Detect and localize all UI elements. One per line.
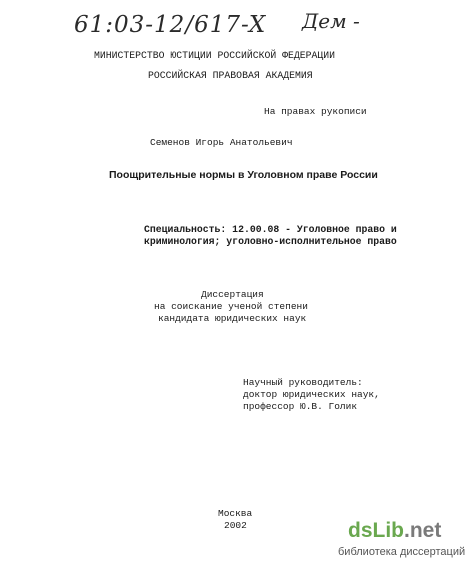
- specialty-line-2: криминология; уголовно-исполнительное право: [144, 236, 397, 247]
- dslib-logo[interactable]: [348, 520, 441, 542]
- handwritten-archive-number: 61:03-12/617-X: [74, 12, 267, 38]
- handwritten-signature: Дем -: [302, 9, 360, 33]
- supervisor-name: профессор Ю.В. Голик: [243, 401, 358, 412]
- dissertation-label: Диссертация: [201, 289, 264, 300]
- city: Москва: [218, 508, 253, 519]
- dissertation-title: Поощрительные нормы в Уголовном праве России: [109, 169, 378, 181]
- degree-name: кандидата юридических наук: [158, 313, 307, 324]
- author-name: Семенов Игорь Анатольевич: [150, 137, 293, 148]
- academy-name: РОССИЙСКАЯ ПРАВОВАЯ АКАДЕМИЯ: [148, 70, 313, 81]
- specialty-line-1: Специальность: 12.00.08 - Уголовное право и: [144, 224, 397, 235]
- watermark-tagline: библиотека диссертаций: [338, 546, 465, 558]
- ministry-name: МИНИСТЕРСТВО ЮСТИЦИИ РОССИЙСКОЙ ФЕДЕРАЦИИ: [94, 50, 336, 61]
- degree-line: на соискание ученой степени: [154, 301, 308, 312]
- logo-part-2: .net: [404, 519, 442, 542]
- year: 2002: [224, 520, 247, 531]
- logo-part-1: dsLib: [348, 519, 404, 542]
- supervisor-label: Научный руководитель:: [243, 377, 363, 388]
- supervisor-degree: доктор юридических наук,: [243, 389, 380, 400]
- manuscript-note: На правах рукописи: [264, 106, 367, 117]
